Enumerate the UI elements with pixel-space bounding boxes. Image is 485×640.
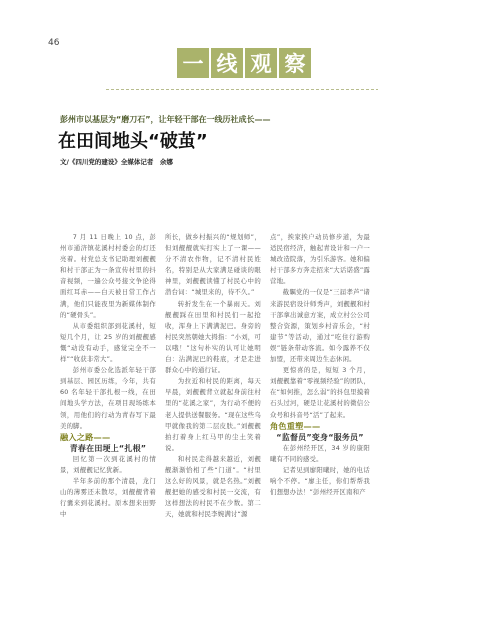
- paragraph: 记者见到廖阳曦时，她的电话响个不停。“廖主任，你们帮帮我们想想办法！”彭州经开区南和产: [270, 465, 370, 497]
- article-headline: 在田间地头“破茧”: [58, 131, 208, 152]
- banner-divider: [106, 89, 378, 90]
- page-number: 46: [48, 38, 60, 48]
- paragraph: 回忆第一次到花溪村的情景，刘靓靓记忆犹新。: [60, 454, 156, 474]
- banner-char: 察: [279, 48, 311, 78]
- paragraph: 为拉近和村民的距离，每天早晨，刘靓靓背立就起身前往村里的“花溪之家”，为行动不便的老人提供送餐服务。“现在这些乌甲就像我的第二层皮肤。”刘靓靓拍打着身上红马甲的尘土笑着说。: [165, 377, 261, 452]
- banner-char: 线: [211, 48, 243, 78]
- paragraph: 7 月 11 日晚上 10 点，彭州市通济镇花溪村村委会的灯还亮着。村党总支书记助理刘靓靓和村干部正为一条宣传村里的抖音视频，一遍公众号接文争论得面红耳赤——白天被日常工作占满，他们只能夜里为新媒体制作的“硬骨头”。: [60, 233, 156, 319]
- section-subheading: “监督员”变身“服务员”: [276, 432, 364, 442]
- paragraph-continued: 所长，做乡村振兴的“规划师”，但刘靓靓就实打实上了一课——分不清农作物，记不清村民姓名，特别是从大家满足碰谈的眼神里，刘靓靓读懂了村民心中的潜台词：“城里来的，待不久。”: [165, 233, 261, 297]
- article-column-2: [165, 232, 261, 520]
- paragraph: 半年多前的那个清晨，龙门山的薄雾还未散尽，刘靓靓背着行囊来到花溪村。原本想来田野中: [60, 477, 156, 519]
- banner-char: 一: [177, 48, 209, 78]
- article-subtitle: 彭州市以基层为“磨刀石”，让年轻干部在一线历社成长——: [60, 115, 271, 124]
- section-heading: 融入之路——: [60, 431, 111, 442]
- section-subheading: 青春在田埂上“扎根”: [69, 443, 147, 453]
- paragraph: 和村民走得越来越近，刘靓靓渐渐恰相了些“门道”。“村里这么好的风景，就是名热。”刘靓靓把她的感受和村民一交流，有这样想法的村民不在少数。第二天，她就和村民李婉满讨“源: [165, 454, 261, 519]
- section-banner: [176, 48, 312, 78]
- paragraph: 转折发生在一个暴雨天。刘靓靓踩在田里和村民们一起抢收，浑身上下满满泥巴。身旁的村民突然朝她大拇指：“小刘，可以哦！”这句朴实的认可让她明白：沾满泥巴的鞋底，才是走进群众心中的通行证。: [165, 299, 261, 375]
- paragraph: 彭州市委公化选派年轻干部到基层、园区历练，今年，共有 60 名年轻干部扎根一线，在田间地头学方法，在项目现场练本领，用他们的行动为青春写下最美的脚。: [60, 366, 156, 430]
- paragraph: 截瞩党的一仅是“三届孝芦”诸来游民宿设计师秀声，刘靓靓和村干部拿出诚意方案，成立村公公司整合资源，策划乡村音乐会，“村建节”等活动，通过“吃住行游购娱”链条带动客流。如今露养不仅加盟，还带来周边生态休闲。: [270, 288, 370, 364]
- paragraph-continued: 点”，挨家挨户动员修步道，为最适民宿经济，触起青设计和一户一城改造院落，为引乐游客。她和偏村干部多方奔走招来“大话诺盛”露营地。: [270, 233, 370, 286]
- banner-char: 观: [245, 48, 277, 78]
- paragraph: 从市委组织部到花溪村，短短几个月，让 25 岁的刘靓靓感慨“动没有动手，感觉完全不一样”“收获非常大”。: [60, 321, 156, 364]
- article-byline: 文/《四川党的建设》全媒体记者 余娜: [60, 158, 173, 166]
- paragraph: 在彭州经开区，34 岁的康阳曦有不同的感受。: [270, 443, 370, 463]
- article-column-3: [270, 232, 370, 498]
- section-heading: 角色重塑——: [270, 420, 321, 431]
- paragraph: 更惊喜的是，短短 3 个月，刘靓靓靠着“零视频经验”的团队，在“如何推，怎么弱”的抖包里摸着石头过河，硬是让花溪村的微信公众号和抖音号“活”了起来。: [270, 366, 370, 419]
- article-column-1: [60, 232, 156, 520]
